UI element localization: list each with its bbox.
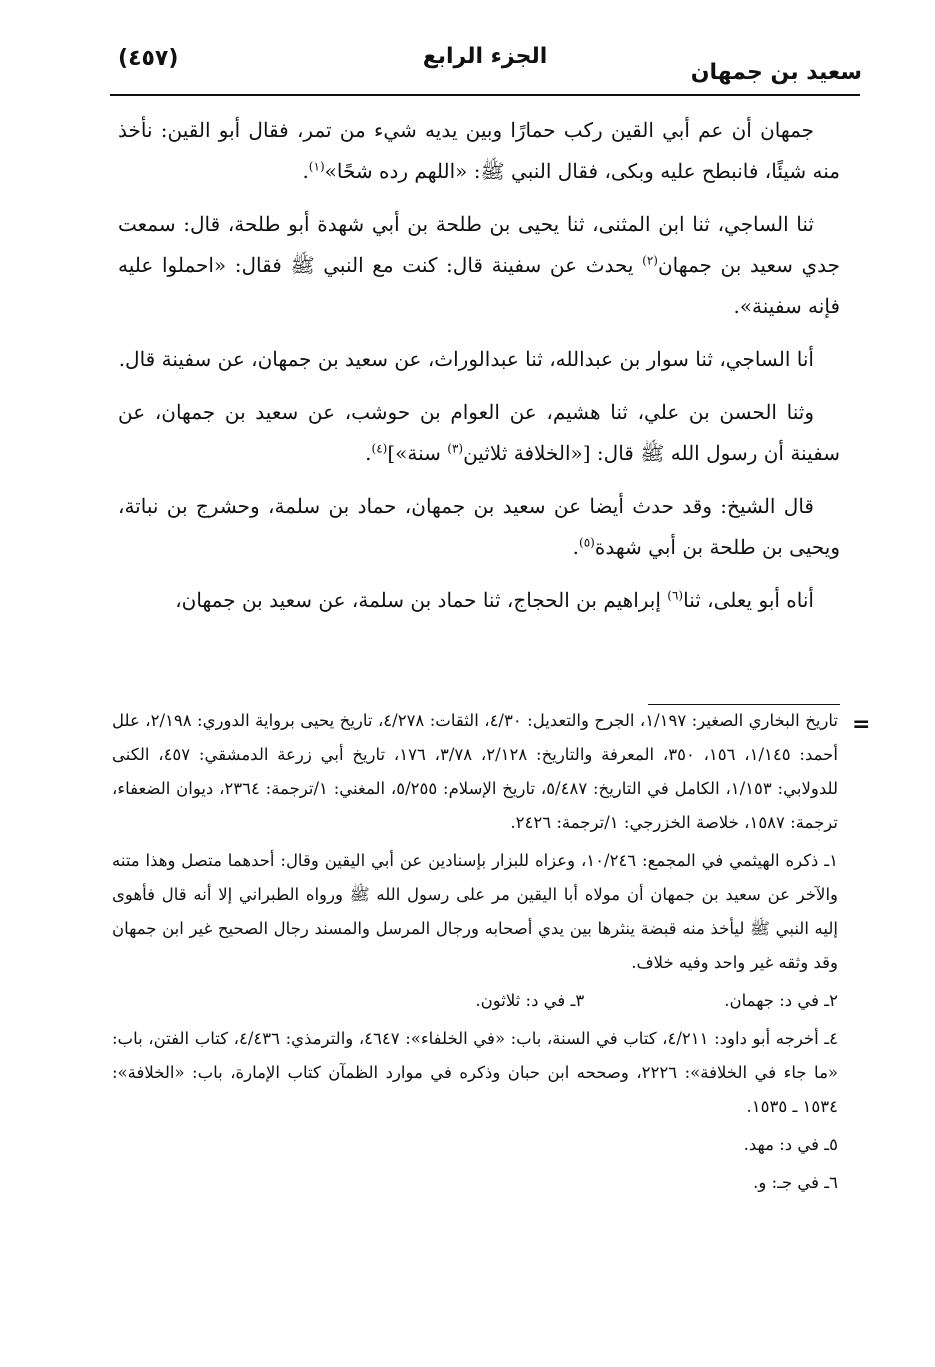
main-text	[118, 110, 840, 633]
paragraph-1-end: .	[302, 159, 309, 183]
paragraph-1	[118, 110, 840, 192]
paragraph-2-text-a: ثنا الساجي، ثنا ابن المثنى، ثنا يحيى بن طلحة بن أبي شهدة أبو طلحة، قال: سمعت جدي سعيد بن جمهان	[118, 212, 841, 277]
footnote-6: ٦ـ في جـ: و.	[753, 1173, 838, 1192]
paragraph-4	[118, 392, 840, 474]
paragraph-3	[118, 339, 840, 380]
paragraph-1-text: جمهان أن عم أبي القين ركب حمارًا وبين يديه شيء من تمر، فقال أبو القين: نأخذ منه شيئًا، فانبطح عليه وبكى، فقال النبي ﷺ: «اللهم رده شحًا»	[118, 118, 840, 183]
footnote-ref-5: (٥)	[579, 535, 595, 550]
footnote-4: ٤ـ أخرجه أبو داود: ٤/٢١١، كتاب في السنة، باب: «في الخلفاء»: ٤٦٤٧، والترمذي: ٤/٤٣٦، كتاب الفتن، باب: «ما جاء في الخلافة»: ٢٢٢٦، وصححه ابن حبان وذكره في موارد الظمآن كتاب الإمارة، باب: «الخلافة»: ١٥٣٤ ـ ١٥٣٥.	[112, 1029, 839, 1116]
page-number: (٤٥٧)	[118, 46, 179, 71]
continuation-mark: =	[852, 712, 871, 737]
footnote-ref-6: (٦)	[667, 588, 684, 603]
footnote-1: ١ـ ذكره الهيثمي في المجمع: ١٠/٢٤٦، وعزاه للبزار بإسنادين عن أبي اليقين وقال: أحدهما متصل وهذا متنه والآخر عن سعيد بن جمهان أن مولاه أبا اليقين مر على رسول الله ﷺ ورواه الطبراني إلا أنه قال فأهوى إليه النبي ﷺ ليأخذ منه قبضة ينثرها بين يدي أصحابه ورجال المرسل والمسند رجال الصحيح غير ابن جمهان وقد وثقه غير واحد وفيه خلاف.	[112, 851, 838, 972]
footnote-ref-1: (١)	[308, 159, 325, 174]
footnote-5: ٥ـ في د: مهد.	[743, 1135, 838, 1154]
paragraph-3-text: أنا الساجي، ثنا سوار بن عبدالله، ثنا عبدالوراث، عن سعيد بن جمهان، عن سفينة قال.	[118, 347, 814, 371]
footnote-3: ٣ـ في د: ثلاثون.	[475, 991, 585, 1010]
entry-title: سعيد بن جمهان	[690, 60, 862, 85]
paragraph-6-text-b: إبراهيم بن الحجاج، ثنا حماد بن سلمة، عن سعيد بن جمهان،	[175, 588, 668, 612]
paragraph-5	[118, 486, 840, 568]
paragraph-4-text-a: وثنا الحسن بن علي، ثنا هشيم، عن العوام بن حوشب، عن سعيد بن جمهان، عن سفينة أن رسول الله ﷺ قال: [«الخلافة ثلاثين	[118, 400, 840, 465]
paragraph-6	[118, 580, 840, 621]
footnotes	[112, 704, 838, 1204]
footnote-ref-2: (٢)	[642, 253, 658, 268]
footnote-ref-3: (٣)	[447, 441, 464, 456]
paragraph-6-text-a: أناه أبو يعلى، ثنا	[683, 588, 814, 612]
footnote-row-2-3	[112, 984, 838, 1018]
paragraph-5-text: قال الشيخ: وقد حدث أيضا عن سعيد بن جمهان، حماد بن سلمة، وحشرج بن نباتة، ويحيى بن طلحة بن أبي شهدة	[118, 494, 840, 559]
paragraph-5-end: .	[572, 535, 580, 559]
footnote-2: ٢ـ في د: جهمان.	[724, 991, 838, 1010]
footnote-ref-4: (٤)	[371, 441, 388, 456]
page-header	[110, 40, 860, 96]
paragraph-2	[118, 204, 840, 327]
paragraph-4-text-b: سنة»]	[387, 441, 448, 465]
paragraph-4-end: .	[365, 441, 372, 465]
paragraph-2-text-b: يحدث عن سفينة قال: كنت مع النبي ﷺ فقال: «احملوا عليه فإنه سفينة».	[118, 253, 840, 318]
header-rule	[110, 94, 860, 96]
footnote-continuation: تاريخ البخاري الصغير: ١/١٩٧، الجرح والتعديل: ٤/٣٠، الثقات: ٤/٢٧٨، تاريخ يحيى برواية الدوري: ٢/١٩٨، علل أحمد: ١/١٤٥، ١٥٦، ٣٥٠، المعرفة والتاريخ: ٢/١٢٨، ٣/٧٨، ١٧٦، تاريخ أبي زرعة الدمشقي: ٤٥٧، الكنى للدولابي: ١/١٥٣، الكامل في التاريخ: ٥/٤٨٧، تاريخ الإسلام: ٥/٢٥٥، المغني: ١/ترجمة: ٢٣٦٤، ديوان الضعفاء، ترجمة: ١٥٨٧، خلاصة الخزرجي: ١/ترجمة: ٢٤٢٦.	[112, 711, 839, 832]
volume-title: الجزء الرابع	[422, 44, 548, 69]
